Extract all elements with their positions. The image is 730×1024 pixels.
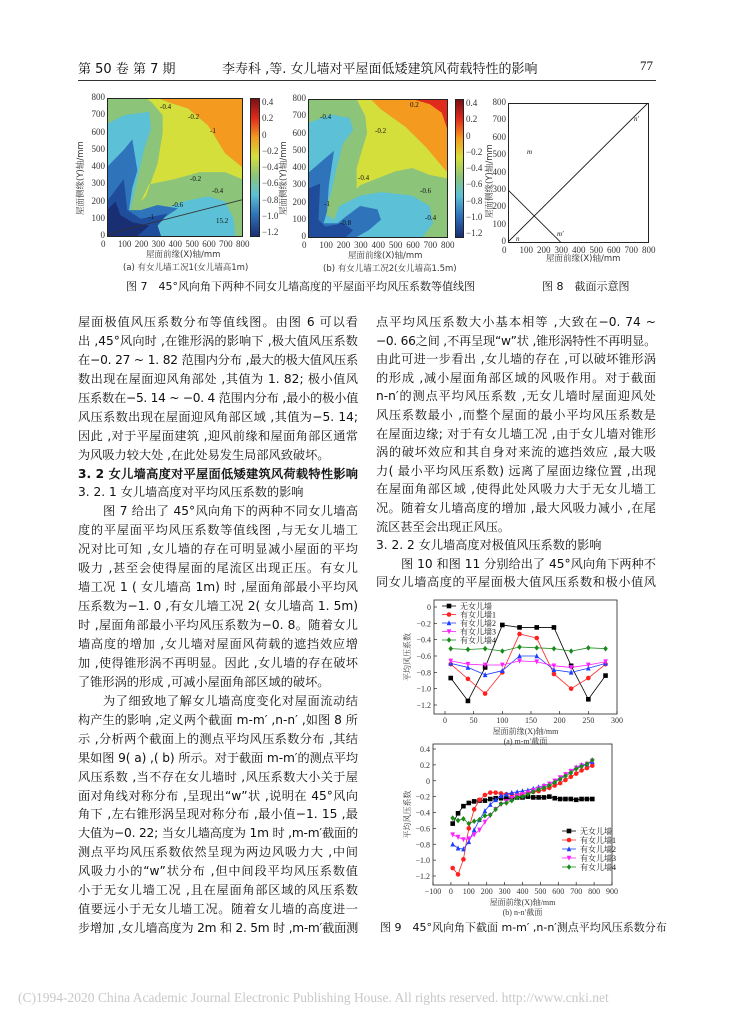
text-line: 图 10 和图 11 分别给出了 45°风向角下两种不 [401,556,656,571]
text-line: 值要远小于无女儿墙工况。随着女儿墙的高度进一 [78,902,358,917]
legend-label: 有女儿墙3 [580,854,616,863]
x-tick-label: 200 [480,887,493,896]
data-point-marker [552,625,557,630]
contour-label: -0.6 [172,201,184,209]
text-line: 况对比可知 ,女儿墙的存在可明显减小屋面的平均 [78,542,358,557]
legend-label: 有女儿墙2 [580,845,616,854]
text-line: 时 ,屋面角部最小平均风压系数为−0. 8。随着女儿 [78,618,358,633]
contour-label: -0.2 [188,113,200,121]
text-line: 度的平屋面平均风压系数等值线图 ,与无女儿墙工 [78,523,358,538]
x-tick-label: 700 [624,245,638,255]
data-point-marker [493,790,498,795]
x-tick-label: 900 [606,887,618,896]
legend-label: 有女儿墙4 [580,863,616,872]
text-line: 3. 2. 2 女儿墙高度对极值风压系数的影响 [376,538,602,553]
legend-label: 有女儿墙3 [460,627,496,637]
colorbar-tick-label: −1.2 [262,227,279,237]
data-point-marker [483,793,488,798]
contour-label: -0.4 [425,214,437,222]
x-tick-label: 500 [589,245,603,255]
x-tick-label: −100 [424,887,442,896]
x-tick-label: 200 [134,239,149,249]
text-line: 3. 2. 1 女儿墙高度对平均风压系数的影响 [78,485,304,500]
data-point-marker [461,837,466,842]
x-tick-label: 200 [553,716,566,725]
y-tick-label: 100 [492,218,506,229]
x-tick-label: 250 [582,716,595,725]
text-line: 面对角线对称分布 ,呈现出“w”状 ,说明在 45°风向 [78,788,358,803]
y-tick-label: 200 [91,195,105,206]
x-tick-label: 600 [607,245,621,255]
data-point-marker [579,797,584,802]
colorbar-tick-label: −1.0 [262,210,279,221]
contour-label: -1 [148,213,154,221]
y-tick-label: 200 [292,196,306,207]
text-line: 风压系数出现在屋面迎风角部区域 ,其值为−5. 14; [78,409,358,424]
data-point-marker [552,796,557,801]
data-point-marker [483,798,488,803]
text-line: 压系数在−5. 14 ~ −0. 4 范围内分布 ,最小的极小值 [78,390,358,405]
x-tick-label: 100 [496,716,509,725]
data-point-marker [534,625,539,630]
y-axis-label: 屋面侧缘(Y)轴/mm [279,141,289,215]
data-point-marker [448,676,453,681]
x-tick-label: 400 [168,239,182,249]
chart-subcaption: (b) n-n′截面 [502,908,543,917]
colorbar-7a [250,98,260,237]
text-line: 为了细致地了解女儿墙高度变化对屋面流动结 [103,693,358,708]
y-tick-label: −1.0 [416,684,431,694]
y-tick-label: 0 [426,776,430,786]
x-tick-label: 0 [443,716,447,725]
colorbar-tick-label: 0.2 [466,114,478,125]
data-point-marker [466,677,471,682]
x-tick-label: 300 [151,239,166,249]
text-line: 风压系数最小 ,而整个屋面的最小平均风压系数是 [376,408,656,422]
text-line: 点平均风压系数大小基本相等 ,大致在−0. 74 ~ [376,315,656,329]
x-tick-label: 100 [462,887,475,896]
y-tick-label: 0 [100,230,105,240]
data-point-marker [456,845,461,850]
section-line-n [508,103,648,242]
x-axis-label: 屋面前缘(X)轴/mm [348,251,423,261]
text-line: −0. 66之间 ,不再呈现“w”状 ,锥形涡特性不再明显。 [376,333,656,348]
x-tick-label: 400 [371,240,385,250]
data-point-marker [534,636,539,641]
data-point-marker [586,645,591,651]
y-tick-label: 400 [91,161,105,171]
contour-label: -0.4 [212,187,224,195]
x-tick-label: 500 [388,240,403,250]
data-point-marker [569,770,574,776]
x-tick-label: 100 [519,245,533,255]
x-tick-label: 300 [354,240,368,250]
y-axis-label: 平均风压系数 [403,790,412,839]
colorbar-tick-label: −0.8 [262,194,279,205]
colorbar-tick-label: 0 [466,130,471,141]
y-tick-label: −0.6 [415,824,430,834]
data-point-marker [472,827,477,832]
colorbar-tick-label: 0.4 [466,98,478,108]
data-point-marker [552,672,557,677]
data-point-marker [534,645,539,651]
data-point-marker [563,797,568,802]
contour-label: -0.2 [375,127,387,135]
x-tick-label: 800 [642,245,656,255]
data-point-marker [603,673,608,678]
text-line: 数出现在屋面迎风角部处 ,其值为 1. 82; 极小值风 [78,371,358,386]
y-tick-label: −0.4 [415,808,430,818]
legend-label: 有女儿墙1 [580,836,616,845]
y-tick-label: 0.2 [420,760,430,770]
y-tick-label: 500 [292,144,306,155]
contour-label: -1 [324,200,330,208]
legend-label: 有女儿墙1 [460,610,496,620]
text-line: 大值为−0. 22; 当女儿墙高度为 1m 时 ,m-m′截面的 [78,826,358,841]
chart-9a [400,596,650,751]
data-point-marker [466,647,471,653]
text-line: 图 7 给出了 45°风向角下的两种不同女儿墙高 [103,504,358,519]
copyright-footer: (C)1994-2020 China Academic Journal Electronic Publishing House. All rights reserved. http://www.cnki.net [18,990,609,1005]
data-point-marker [517,644,522,650]
text-line: 同女儿墙高度的平屋面极大值风压系数和极小值风 [376,575,656,590]
x-tick-label: 100 [319,240,333,250]
colorbar-tick-label: 0.2 [262,113,274,124]
journal-volume-issue: 第 50 卷 第 7 期 [78,62,176,77]
contour-label: -0.4 [358,174,370,182]
data-point-marker [488,790,493,795]
x-tick-label: 300 [611,716,623,725]
y-tick-label: 400 [492,166,506,177]
contour-label: 15.2 [216,217,229,225]
series-line [451,661,606,668]
data-point-marker [472,832,477,837]
x-axis-label: 屋面前缘(X)轴/mm [492,727,559,736]
data-point-marker [450,832,455,837]
y-tick-label: 0 [501,236,506,246]
y-tick-label: 500 [492,149,506,160]
y-tick-label: −1.2 [416,701,431,710]
data-point-marker [477,798,482,803]
text-line: 涡的破坏效应和其自身对来流的遮挡效应 ,最大吸 [376,445,656,460]
header-rule [78,80,656,81]
series-line [451,656,606,675]
colorbar-tick-label: −0.2 [262,145,279,156]
legend-label: 有女儿墙4 [460,636,496,645]
text-line: 在屋面角部区域 ,使得此处风吸力大于无女儿墙工 [376,482,656,497]
y-tick-label: 300 [292,179,306,190]
chart-9b [400,740,650,920]
text-line: 果如图 9( a) ,( b) 所示。对于截面 m-m′的测点平均 [78,750,358,765]
subcaption-7b: (b) 有女儿墙工况2(女儿墙高1.5m) [323,264,457,274]
x-tick-label: 0 [502,245,507,255]
data-point-marker [456,818,461,824]
data-point-marker [447,637,452,643]
data-point-marker [586,697,591,702]
contour-label: -0.2 [190,175,202,183]
contour-label: 0.2 [410,101,419,109]
data-point-marker [547,794,552,799]
label-m: m [527,148,533,156]
y-tick-label: 600 [292,127,306,138]
y-tick-label: 600 [91,126,105,137]
text-line: 角下 ,左右锥形涡呈现对称分布 ,最小值−1. 15 ,最 [78,807,358,822]
text-line: 吸力 ,甚至会使得屋面的尾流区出现正压。有女儿 [78,561,358,576]
data-point-marker [450,866,455,871]
text-line: 流区甚至会出现正风压。 [376,519,511,534]
data-point-marker [500,648,505,654]
text-line: 加 ,使得锥形涡不再明显。因此 ,女儿墙的存在破坏 [78,655,358,670]
y-axis-label: 平均风压系数 [403,633,412,681]
section-diagram [508,103,648,242]
figure-9-caption: 图 9 45°风向角下截面 m-m′ ,n-n′测点平均风压系数分布 [380,921,667,934]
text-line: 步增加 ,女儿墙高度为 2m 和 2. 5m 时 ,m-m′截面测 [78,921,358,936]
x-tick-label: 700 [423,240,438,250]
x-tick-label: 50 [469,716,478,725]
x-tick-label: 300 [554,245,568,255]
data-point-marker [450,841,455,846]
data-point-marker [467,826,472,831]
y-tick-label: −0.4 [416,635,431,645]
x-tick-label: 800 [236,239,250,249]
data-point-marker [567,829,572,834]
data-point-marker [542,795,547,800]
text-line: 测点平均风压系数依然呈现为两边风吸力大 ,中间 [78,845,358,860]
y-tick-label: 700 [292,110,306,121]
text-line: 示 ,分析两个截面上的测点平均风压系数分布 ,其结 [78,731,358,746]
figure-8-caption: 图 8 截面示意图 [542,280,630,293]
y-tick-label: 0 [427,603,431,612]
y-tick-label: 800 [91,92,105,102]
y-tick-label: 0.4 [420,745,430,754]
data-point-marker [500,623,505,628]
text-line: 墙工况 1 ( 女儿墙高 1m) 时 ,屋面角部最小平均风 [78,580,358,595]
legend-label: 无女儿墙 [460,602,492,611]
colorbar-tick-label: −0.6 [466,179,483,190]
y-tick-label: 300 [492,183,506,194]
text-line: 屋面极值风压系数分布等值线图。由图 6 可以看 [78,315,358,329]
text-line: 的形成 ,减小屋面角部区域的风吸作用。对于截面 [376,370,656,385]
data-point-marker [531,795,536,800]
x-axis-label: 屋面前缘(X)轴/mm [146,250,221,260]
data-point-marker [488,797,493,802]
data-point-marker [472,807,477,812]
x-tick-label: 500 [534,887,547,896]
x-tick-label: 200 [537,245,551,255]
x-tick-label: 500 [185,239,199,249]
y-tick-label: 0 [301,231,306,241]
y-tick-label: 100 [292,213,306,224]
data-point-marker [467,801,472,806]
data-point-marker [586,676,591,681]
text-line: 墙高度的增加 ,女儿墙对屋面风荷载的遮挡效应增 [78,636,358,651]
text-line: 况。随着女儿墙高度的增加 ,最大风吸力减小 ,在尾 [376,501,656,515]
colorbar-7b [455,99,464,238]
x-tick-label: 100 [117,239,132,249]
text-line: 3. 2 女儿墙高度对平屋面低矮建筑风荷载特性影响 [78,466,358,481]
data-point-marker [477,828,482,833]
x-tick-label: 700 [570,887,583,896]
contour-label: -0.8 [340,219,352,227]
data-point-marker [567,838,572,843]
x-tick-label: 150 [525,716,537,725]
y-tick-label: 300 [91,178,105,189]
text-line: 由此可进一步看出 ,女儿墙的存在 ,可以破坏锥形涡 [376,352,656,367]
data-point-marker [585,797,590,802]
running-title: 李寿科 ,等. 女儿墙对平屋面低矮建筑风荷载特性的影响 [222,62,538,77]
legend-label: 无女儿墙 [580,827,612,836]
data-point-marker [461,804,466,809]
colorbar-tick-label: −0.2 [466,146,483,157]
data-point-marker [450,821,455,826]
data-point-marker [563,773,568,779]
colorbar-tick-label: −0.4 [262,162,279,172]
data-point-marker [603,646,608,652]
contour-label: -1 [210,127,216,135]
y-axis-label: 屋面侧缘(Y)轴/mm [76,141,86,215]
data-point-marker [517,625,522,630]
y-tick-label: 400 [292,162,306,172]
data-point-marker [567,864,572,870]
colorbar-tick-label: −0.4 [466,163,483,173]
y-tick-label: −1.2 [415,872,430,881]
y-tick-label: 500 [91,143,105,154]
subcaption-7a: (a) 有女儿墙工况1(女儿墙高1m) [123,263,249,273]
y-tick-label: 800 [292,93,306,103]
contour-label: -0.6 [420,187,432,195]
y-tick-label: 700 [492,114,506,125]
y-tick-label: −0.2 [415,792,430,802]
series-5 [442,635,608,654]
y-tick-label: −0.8 [416,668,431,678]
contour-label: -0.4 [160,103,172,111]
y-tick-label: 600 [492,131,506,142]
data-point-marker [472,818,477,824]
data-point-marker [456,872,461,877]
chart-subcaption: (a) m-m′截面 [503,737,548,746]
y-tick-label: −0.8 [415,840,430,850]
text-line: 因此 ,对于平屋面建筑 ,迎风前缘和屋面角部区通常 [78,428,358,443]
data-point-marker [558,797,563,802]
text-line: 为风吸力较大处 ,在此处易发生局部风致破坏。 [78,447,330,462]
text-line: 风吸力小的“w”状分布 ,但中间段平均风压系数值 [78,864,358,879]
series-line [451,647,606,651]
text-line: 压系数为−1. 0 ,有女儿墙工况 2( 女儿墙高 1. 5m) [78,599,358,614]
x-tick-label: 0 [101,239,106,249]
data-point-marker [504,800,509,806]
data-point-marker [466,699,471,704]
x-tick-label: 600 [406,240,420,250]
data-point-marker [552,646,557,652]
y-tick-label: −0.2 [416,619,431,629]
colorbar-tick-label: 0.4 [262,97,274,107]
y-tick-label: 700 [91,109,105,120]
y-axis-label: 屋面侧缘(Y)轴/mm [485,144,495,218]
x-tick-label: 200 [336,240,351,250]
x-tick-label: 0 [302,240,307,250]
data-point-marker [472,799,477,804]
data-point-marker [456,835,461,840]
x-tick-label: 600 [552,887,565,896]
contour-label: -0.4 [320,113,332,121]
y-tick-label: −1.0 [415,856,430,866]
data-point-marker [517,632,522,637]
colorbar-tick-label: 0 [262,129,267,140]
label-m-prime: m′ [557,230,564,238]
colorbar-tick-label: −1.0 [466,211,483,222]
data-point-marker [569,648,574,654]
text-line: 在−0. 27 ~ 1. 82 范围内分布 ,最大的极大值风压系 [78,352,358,367]
legend-label: 有女儿墙2 [460,619,496,628]
figure-7-caption: 图 7 45°风向角下两种不同女儿墙高度的平屋面平均风压系数等值线图 [126,280,475,293]
y-tick-label: 100 [91,212,105,223]
text-line: 力( 最小平均风压系数) 远离了屋面边缘位置 ,出现 [376,463,656,478]
data-point-marker [488,802,493,807]
data-point-marker [590,797,595,802]
x-tick-label: 400 [572,245,586,255]
data-point-marker [574,771,579,776]
data-point-marker [456,811,461,816]
label-n-prime: n′ [634,115,640,123]
data-point-marker [448,646,453,652]
text-line: 在屋面边缘; 对于有女儿墙工况 ,由于女儿墙对锥形 [376,426,656,441]
data-point-marker [536,795,541,800]
y-tick-label: −0.6 [416,652,431,661]
data-point-marker [569,686,574,691]
x-tick-label: 300 [498,887,511,896]
text-line: 出 ,45°风向时 ,在锥形涡的影响下 ,极大值风压系数 [78,333,358,348]
label-n: n [516,235,520,243]
text-line: 风压系数 ,当不存在女儿墙时 ,风压系数大小关于屋 [78,769,358,784]
x-tick-label: 600 [202,239,216,249]
x-tick-label: 800 [588,887,601,896]
y-tick-label: 800 [492,97,506,107]
x-tick-label: 400 [516,887,529,896]
text-line: 构产生的影响 ,定义两个截面 m-m′ ,n-n′ ,如图 8 所 [78,712,358,727]
data-point-marker [574,798,579,803]
y-tick-label: 200 [492,201,506,212]
colorbar-tick-label: −1.2 [466,228,483,238]
x-axis-label: 屋面前缘(X)轴/mm [489,898,556,907]
colorbar-tick-label: −0.8 [466,195,483,206]
x-tick-label: 800 [441,240,455,250]
data-point-marker [483,691,488,696]
text-line: 了锥形涡的形成 ,可减小屋面角部区域的破坏。 [78,674,330,689]
x-tick-label: 0 [448,887,453,896]
text-line: 小于无女儿墙工况 ,且在屋面角部区域的风压系数 [78,883,358,898]
page-number: 77 [640,58,653,73]
data-point-marker [461,857,466,862]
text-line: n-n′的测点平均风压系数 ,无女儿墙时屋面迎风处 [376,389,656,404]
colorbar-tick-label: −0.6 [262,178,279,189]
data-point-marker [483,646,488,652]
data-point-marker [590,763,595,768]
x-tick-label: 700 [219,239,233,249]
data-point-marker [447,604,452,609]
data-point-marker [569,797,574,802]
data-point-marker [447,612,452,617]
x-axis-label: 屋面前缘(X)轴/mm [546,254,621,264]
